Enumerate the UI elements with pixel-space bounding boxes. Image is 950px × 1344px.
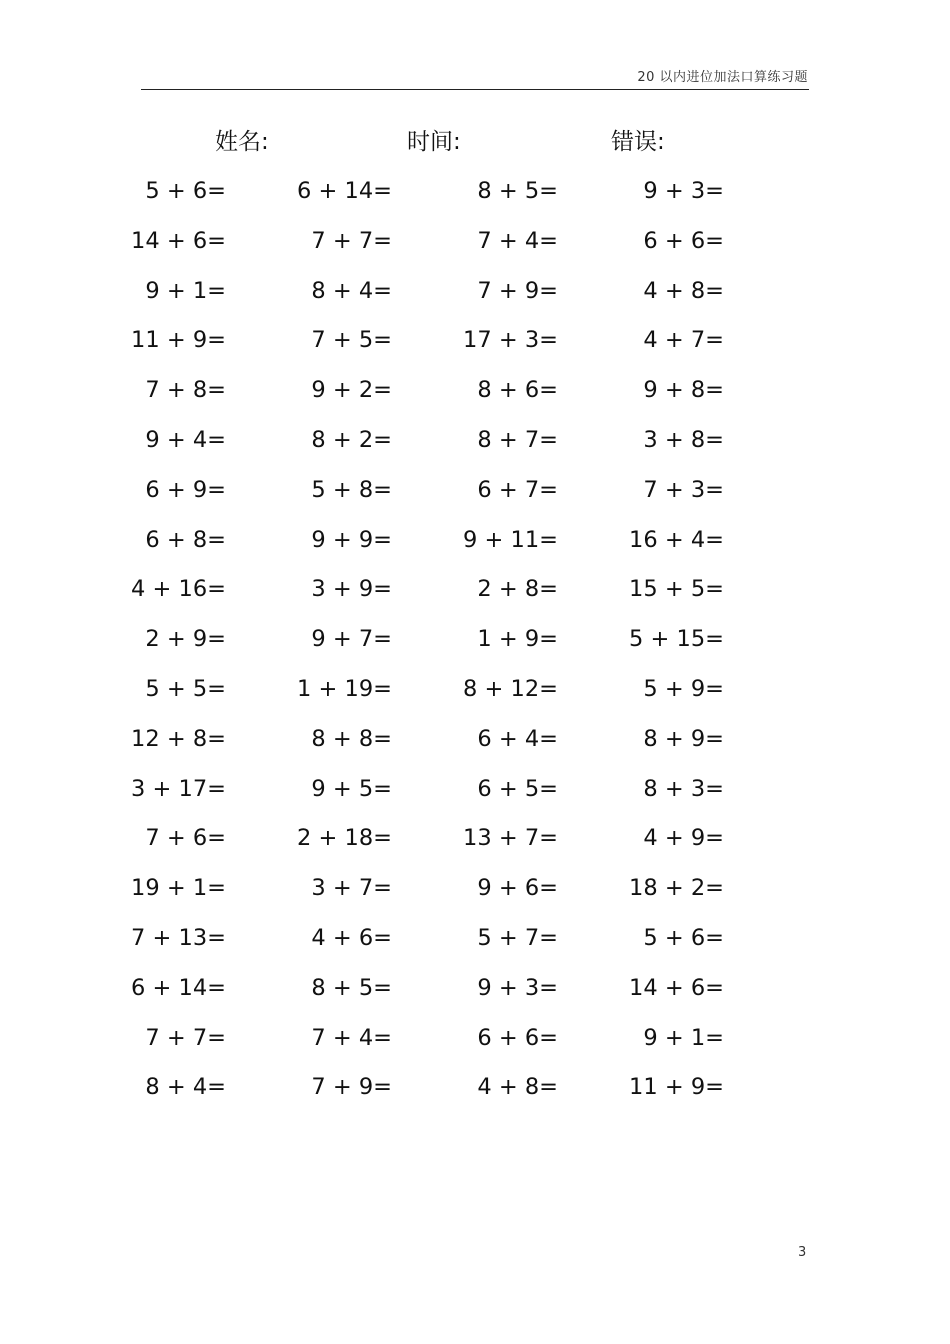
problem-expression: 2 + 9=	[145, 626, 226, 653]
problem-expression: 6 + 8=	[145, 526, 226, 553]
problem-expression: 9 + 5=	[311, 775, 392, 802]
problem-cell	[558, 969, 724, 1019]
problem-expression: 9 + 9=	[311, 526, 392, 553]
problem-expression: 3 + 8=	[643, 426, 724, 453]
problem-cell	[392, 471, 558, 521]
problem-expression: 2 + 18=	[297, 825, 392, 852]
problem-expression: 4 + 8=	[477, 1074, 558, 1101]
problem-expression: 9 + 1=	[643, 1024, 724, 1051]
problem-expression: 9 + 2=	[311, 377, 392, 404]
problem-expression: 5 + 9=	[643, 675, 724, 702]
problem-cell	[558, 1068, 724, 1118]
problem-cell	[226, 720, 392, 770]
problem-expression: 2 + 8=	[477, 576, 558, 603]
problem-cell	[140, 421, 226, 471]
problem-cell	[558, 371, 724, 421]
problem-cell	[392, 919, 558, 969]
problem-expression: 5 + 6=	[643, 924, 724, 951]
problem-cell	[392, 371, 558, 421]
problem-cell	[226, 969, 392, 1019]
problem-cell	[558, 222, 724, 272]
problem-cell	[392, 222, 558, 272]
problem-expression: 9 + 4=	[145, 426, 226, 453]
problem-cell	[131, 570, 226, 620]
problem-cell	[392, 1019, 558, 1069]
problem-expression: 7 + 13=	[131, 924, 226, 951]
problem-expression: 6 + 6=	[477, 1024, 558, 1051]
problem-cell	[558, 919, 724, 969]
problem-cell	[392, 570, 558, 620]
problem-expression: 5 + 8=	[311, 476, 392, 503]
problem-expression: 19 + 1=	[131, 875, 226, 902]
problem-cell	[392, 172, 558, 222]
problem-expression: 1 + 9=	[477, 626, 558, 653]
problem-cell	[226, 770, 392, 820]
problem-cell	[558, 720, 724, 770]
problem-expression: 8 + 4=	[311, 277, 392, 304]
problem-expression: 13 + 7=	[463, 825, 558, 852]
problem-expression: 5 + 6=	[145, 178, 226, 204]
problem-expression: 8 + 7=	[477, 426, 558, 453]
problem-cell	[140, 272, 226, 322]
problem-cell	[226, 321, 392, 371]
problem-cell	[140, 1068, 226, 1118]
problem-cell	[140, 471, 226, 521]
problem-cell	[392, 521, 558, 571]
problem-expression: 11 + 9=	[131, 327, 226, 354]
problem-cell	[558, 421, 724, 471]
problem-expression: 6 + 6=	[643, 227, 724, 254]
problem-cell	[140, 371, 226, 421]
problem-cell	[558, 570, 724, 620]
problem-cell	[226, 471, 392, 521]
problem-expression: 6 + 14=	[297, 178, 392, 204]
problem-cell	[558, 670, 724, 720]
problem-cell	[131, 321, 226, 371]
problem-expression: 8 + 2=	[311, 426, 392, 453]
problem-expression: 15 + 5=	[629, 576, 724, 603]
problem-expression: 7 + 7=	[145, 1024, 226, 1051]
problem-expression: 14 + 6=	[131, 227, 226, 254]
problem-cell	[140, 1019, 226, 1069]
problem-cell	[140, 172, 226, 222]
problem-expression: 4 + 9=	[643, 825, 724, 852]
problem-cell	[392, 869, 558, 919]
problem-cell	[392, 421, 558, 471]
problem-expression: 6 + 5=	[477, 775, 558, 802]
problem-cell	[131, 222, 226, 272]
problem-expression: 7 + 9=	[311, 1074, 392, 1101]
problem-expression: 9 + 3=	[477, 974, 558, 1001]
problem-expression: 7 + 8=	[145, 377, 226, 404]
problem-cell	[226, 869, 392, 919]
problem-cell	[226, 222, 392, 272]
problem-expression: 6 + 4=	[477, 725, 558, 752]
problem-cell	[392, 1068, 558, 1118]
problem-expression: 9 + 8=	[643, 377, 724, 404]
header-divider	[141, 89, 809, 90]
problem-cell	[140, 819, 226, 869]
problem-cell	[226, 1019, 392, 1069]
problem-expression: 8 + 4=	[145, 1074, 226, 1101]
problem-cell	[558, 819, 724, 869]
problem-expression: 16 + 4=	[629, 526, 724, 553]
problem-expression: 9 + 6=	[477, 875, 558, 902]
problem-expression: 8 + 8=	[311, 725, 392, 752]
problem-cell	[226, 172, 392, 222]
problem-expression: 7 + 4=	[311, 1024, 392, 1051]
problem-cell	[392, 620, 558, 670]
problem-cell	[226, 421, 392, 471]
problem-cell	[226, 272, 392, 322]
problem-cell	[140, 620, 226, 670]
problem-expression: 9 + 11=	[463, 526, 558, 553]
problem-cell	[226, 570, 392, 620]
problem-expression: 5 + 7=	[477, 924, 558, 951]
problem-expression: 6 + 9=	[145, 476, 226, 503]
problem-cell	[392, 670, 558, 720]
problem-cell	[226, 371, 392, 421]
problem-expression: 8 + 6=	[477, 377, 558, 404]
problem-cell	[226, 620, 392, 670]
problem-cell	[558, 770, 724, 820]
problem-cell	[558, 869, 724, 919]
name-label: 姓名:	[215, 129, 269, 155]
problem-cell	[558, 471, 724, 521]
problem-expression: 8 + 9=	[643, 725, 724, 752]
problem-expression: 9 + 1=	[145, 277, 226, 304]
problem-cell	[226, 670, 392, 720]
problem-expression: 4 + 16=	[131, 576, 226, 603]
problem-cell	[558, 272, 724, 322]
problem-expression: 1 + 19=	[297, 675, 392, 702]
problem-expression: 8 + 3=	[643, 775, 724, 802]
problem-cell	[226, 521, 392, 571]
problem-expression: 6 + 7=	[477, 476, 558, 503]
problem-expression: 17 + 3=	[463, 327, 558, 354]
problem-expression: 9 + 3=	[643, 178, 724, 204]
problem-cell	[558, 321, 724, 371]
problem-cell	[226, 819, 392, 869]
problem-cell	[558, 1019, 724, 1069]
problem-cell	[392, 720, 558, 770]
problem-expression: 11 + 9=	[629, 1074, 724, 1101]
header-title: 20 以内进位加法口算练习题	[637, 70, 808, 85]
problem-cell	[558, 521, 724, 571]
problem-expression: 6 + 14=	[131, 974, 226, 1001]
problem-expression: 9 + 7=	[311, 626, 392, 653]
problem-expression: 7 + 6=	[145, 825, 226, 852]
problem-expression: 4 + 6=	[311, 924, 392, 951]
problem-cell	[226, 919, 392, 969]
problem-expression: 4 + 7=	[643, 327, 724, 354]
problem-cell	[131, 770, 226, 820]
problem-expression: 8 + 12=	[463, 675, 558, 702]
problem-cell	[392, 969, 558, 1019]
problem-expression: 5 + 5=	[145, 675, 226, 702]
problem-cell	[131, 919, 226, 969]
page-number: 3	[798, 1245, 807, 1260]
problem-expression: 8 + 5=	[311, 974, 392, 1001]
problem-cell	[131, 720, 226, 770]
problem-cell	[558, 172, 724, 222]
problem-cell	[392, 770, 558, 820]
problem-expression: 4 + 8=	[643, 277, 724, 304]
problem-expression: 3 + 17=	[131, 775, 226, 802]
problem-expression: 14 + 6=	[629, 974, 724, 1001]
problem-expression: 7 + 3=	[643, 476, 724, 503]
problem-cell	[226, 1068, 392, 1118]
problem-expression: 3 + 7=	[311, 875, 392, 902]
problem-expression: 7 + 7=	[311, 227, 392, 254]
problem-cell	[392, 321, 558, 371]
problem-cell	[392, 272, 558, 322]
time-label: 时间:	[407, 129, 461, 155]
problem-expression: 7 + 9=	[477, 277, 558, 304]
problem-cell	[392, 819, 558, 869]
errors-label: 错误:	[611, 129, 665, 155]
problem-cell	[140, 670, 226, 720]
problem-expression: 7 + 5=	[311, 327, 392, 354]
problem-cell	[131, 969, 226, 1019]
problem-cell	[131, 869, 226, 919]
problem-cell	[140, 521, 226, 571]
problem-expression: 7 + 4=	[477, 227, 558, 254]
problem-expression: 3 + 9=	[311, 576, 392, 603]
problem-expression: 18 + 2=	[629, 875, 724, 902]
problem-expression: 12 + 8=	[131, 725, 226, 752]
problem-expression: 8 + 5=	[477, 178, 558, 204]
problem-grid	[131, 172, 740, 1118]
problem-expression: 5 + 15=	[629, 626, 724, 653]
problem-cell	[558, 620, 724, 670]
